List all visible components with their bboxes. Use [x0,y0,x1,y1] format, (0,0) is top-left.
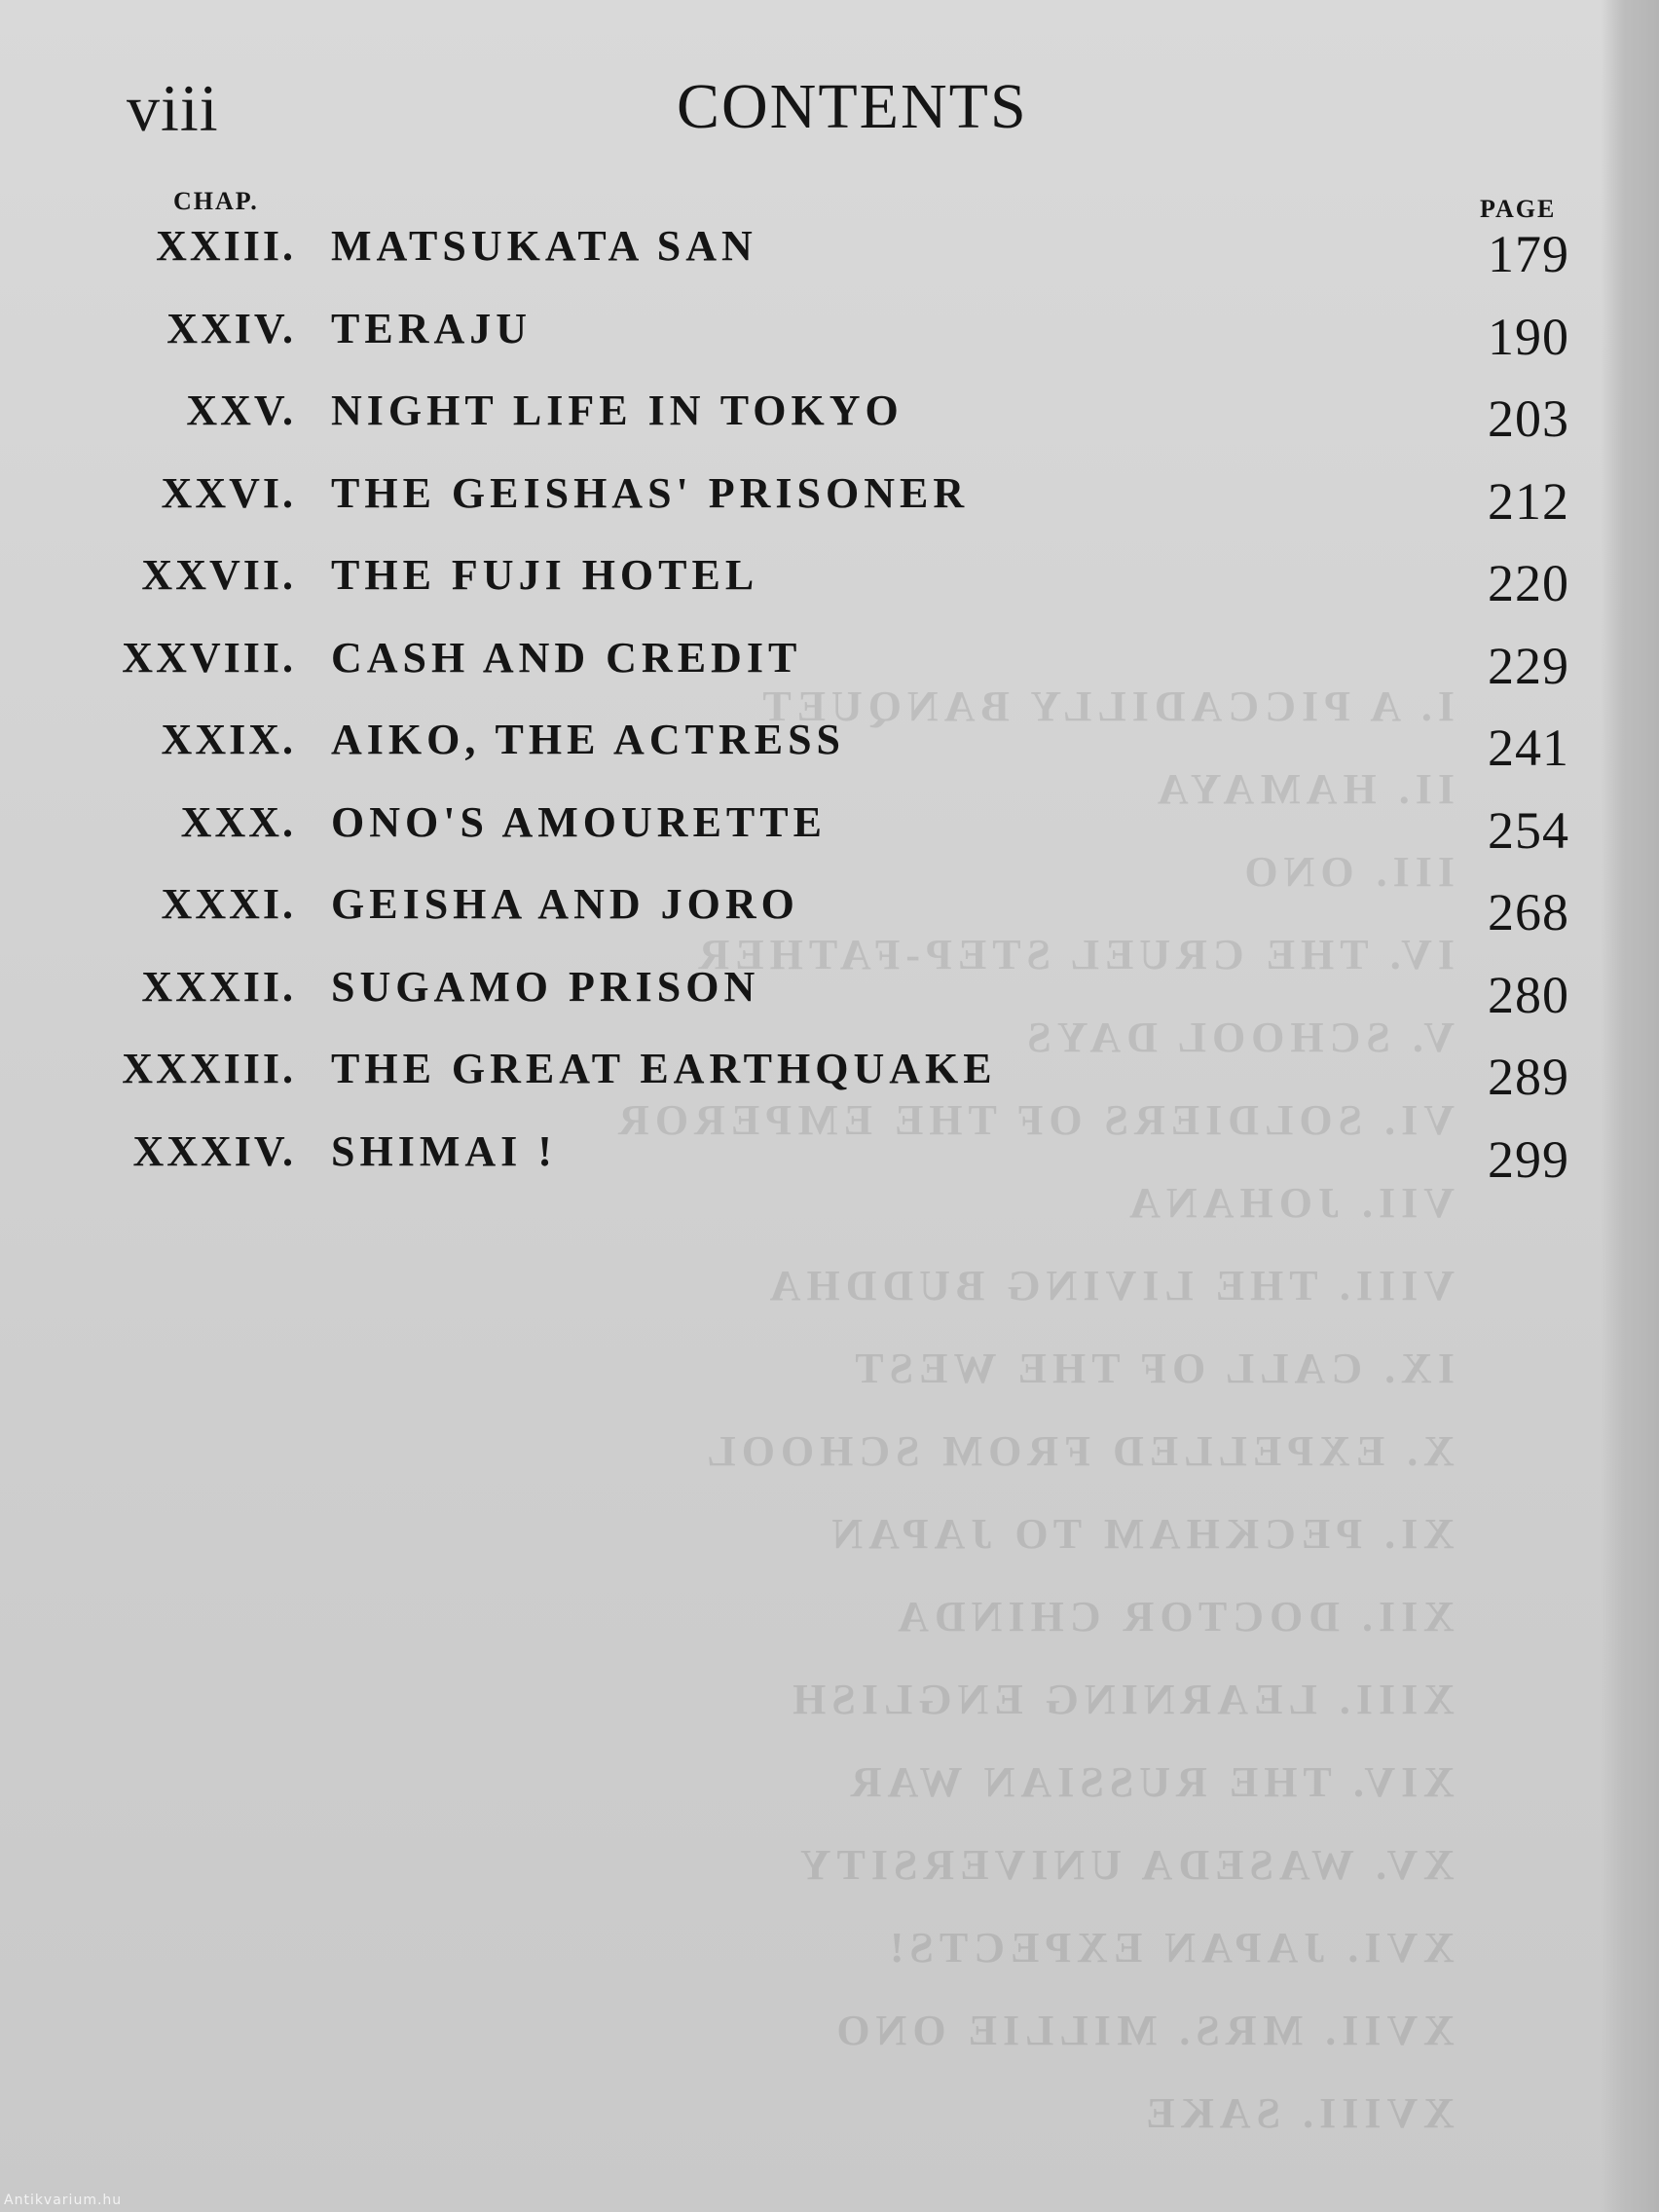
chapter-page: 268 [1488,883,1569,941]
page-number: viii [127,71,219,145]
page-column-heading: PAGE [1480,195,1557,223]
chapter-title: ONO'S AMOURETTE [331,797,827,846]
chapter-title: CASH AND CREDIT [331,633,802,682]
chapter-page: 212 [1488,471,1569,531]
chapter-page: 299 [1488,1129,1569,1189]
chapter-numeral: XXVI. [161,468,296,517]
toc-entry [0,209,1659,292]
toc-entry [0,1032,1659,1115]
chapter-numeral: XXXIII. [122,1045,296,1092]
chapter-page: 190 [1488,307,1569,366]
chapter-numeral: XXIV. [166,304,296,352]
chapter-numeral: XXX. [180,797,296,846]
chapter-page: 241 [1488,719,1569,777]
chapter-numeral: XXV. [186,387,296,434]
chapter-title: SHIMAI ! [331,1126,557,1175]
site-watermark: Antikvarium.hu [4,2193,123,2208]
chapter-title: THE GEISHAS' PRISONER [331,468,970,517]
toc-entry [0,950,1659,1033]
chapter-column-heading: CHAP. [173,187,259,215]
chapter-page: 254 [1488,800,1569,860]
toc-entry [0,1115,1659,1198]
chapter-numeral: XXIX. [161,716,296,763]
chapter-page: 203 [1488,389,1569,448]
toc-entry [0,621,1659,704]
toc-entry [0,374,1659,457]
chapter-numeral: XXXIV. [132,1126,296,1175]
chapter-numeral: XXVIII. [122,633,296,682]
toc-entry [0,703,1659,786]
chapter-page: 229 [1488,636,1569,695]
chapter-title: NIGHT LIFE IN TOKYO [331,387,903,434]
toc-entry [0,538,1659,621]
toc-entry [0,786,1659,868]
chapter-numeral: XXIII. [156,222,296,270]
chapter-page: 289 [1488,1048,1569,1106]
toc-entry [0,292,1659,375]
chapter-numeral: XXXI. [161,880,296,928]
chapter-title: AIKO, THE ACTRESS [331,716,846,763]
chapter-page: 280 [1488,965,1569,1024]
chapter-page: 179 [1488,225,1569,283]
toc-entry [0,457,1659,539]
toc-entry [0,867,1659,950]
chapter-title: THE GREAT EARTHQUAKE [331,1045,997,1092]
chapter-numeral: XXVII. [141,551,296,599]
table-of-contents [0,209,1659,1197]
page-title: CONTENTS [677,71,1028,142]
chapter-page: 220 [1488,554,1569,612]
chapter-title: GEISHA AND JORO [331,880,799,928]
bleed-through: I. A PICCADILLY BANQUET II. HAMAYA III. ONO IV. THE CRUEL STEP-FATHER V. SCHOOL DAYS VI. SOLDIERS OF THE EMPEROR VII. JOHANA VIII. THE LIVING BUDDHA IX. CALL OF THE WEST X. EXPELLED FROM SCHOOL XI. PECKHAM TO JAPAN XII. DOCTOR CHINDA XIII. LEARNING ENGLISH XIV. THE RUSSIAN WAR XV. WASEDA UNIVERSITY XVI. JAPAN EXPECTS! XVII. MRS. MILLIE ONO XVIII. SAKE [612,682,1455,2137]
chapter-title: SUGAMO PRISON [331,962,760,1011]
chapter-numeral: XXXII. [141,962,296,1011]
chapter-title: MATSUKATA SAN [331,222,757,270]
chapter-title: THE FUJI HOTEL [331,551,759,599]
chapter-title: TERAJU [331,304,533,352]
